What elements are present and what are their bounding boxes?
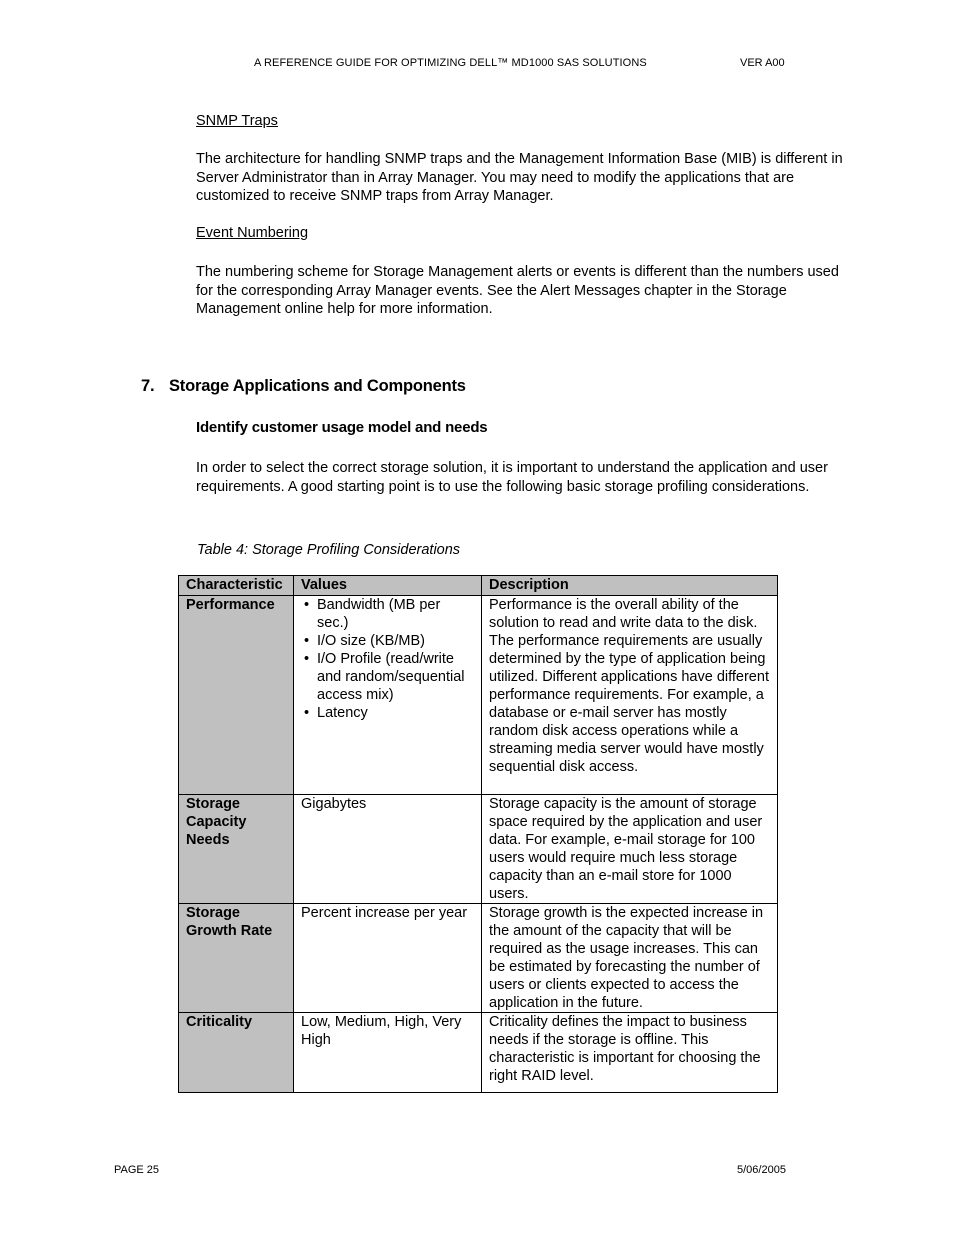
snmp-traps-paragraph: The architecture for handling SNMP traps and the Management Information Base (MIB) is different in Server Administrator than in Array Manager. You may need to modify the applications that are customized to receive SNMP traps from Array Manager. [196,151,843,205]
column-header-values: Values [294,576,482,596]
characteristic-cell: Storage Growth Rate [179,904,294,1013]
characteristic-cell: Criticality [179,1013,294,1093]
values-list [301,596,475,722]
description-cell: Criticality defines the impact to business needs if the storage is offline. This characteristic is important for choosing the right RAID level. [482,1013,778,1093]
table-header-row [179,576,778,596]
column-header-characteristic: Characteristic [179,576,294,596]
section-intro-paragraph: In order to select the correct storage solution, it is important to understand the application and user requirements. A good starting point is to use the following basic storage profiling considerations. [196,460,828,495]
subsection-heading: Identify customer usage model and needs [196,419,488,436]
list-item: • I/O Profile (read/write and random/sequential access mix) [317,650,475,704]
section-heading [141,377,466,396]
table-row [179,1013,778,1093]
values-cell: Gigabytes [294,795,482,904]
description-cell: Performance is the overall ability of the solution to read and write data to the disk. The performance requirements are usually determined by the type of application being utilized. Different applications have different performance requirements. For example, a database or e-mail server has mostly random disk access operations while a streaming media server would have mostly sequential disk access. [482,596,778,795]
list-item: • Bandwidth (MB per sec.) [317,596,475,632]
running-header-title: A REFERENCE GUIDE FOR OPTIMIZING DELL™ MD1000 SAS SOLUTIONS [254,57,647,69]
values-cell: Percent increase per year [294,904,482,1013]
event-numbering-heading: Event Numbering [196,225,309,241]
description-cell: Storage growth is the expected increase in the amount of the capacity that will be required as the usage increases. This can be estimated by forecasting the number of users or clients expected to access the application in the future. [482,904,778,1013]
table-caption: Table 4: Storage Profiling Considerations [197,542,461,558]
event-numbering-paragraph: The numbering scheme for Storage Management alerts or events is different than the numbers used for the corresponding Array Manager events. See the Alert Messages chapter in the Storage Management online help for more information. [196,264,839,318]
characteristic-cell: Storage Capacity Needs [179,795,294,904]
table-row [179,795,778,904]
list-item: • I/O size (KB/MB) [317,632,475,650]
values-cell: Low, Medium, High, Very High [294,1013,482,1093]
running-header-version: VER A00 [740,57,785,69]
table-row [179,904,778,1013]
footer-date: 5/06/2005 [737,1164,786,1176]
characteristic-cell: Performance [179,596,294,795]
footer-page-number: PAGE 25 [114,1164,160,1176]
values-cell [294,596,482,795]
list-item: • Latency [317,704,475,722]
description-cell: Storage capacity is the amount of storage space required by the application and user data. For example, e-mail storage for 100 users would require much less storage capacity than an e-mail store for 1000 users. [482,795,778,904]
storage-profiling-table [178,575,778,1093]
column-header-description: Description [482,576,778,596]
snmp-traps-heading: SNMP Traps [196,113,278,129]
table-row [179,596,778,795]
section-number: 7. [141,377,155,395]
section-title: Storage Applications and Components [169,377,466,395]
